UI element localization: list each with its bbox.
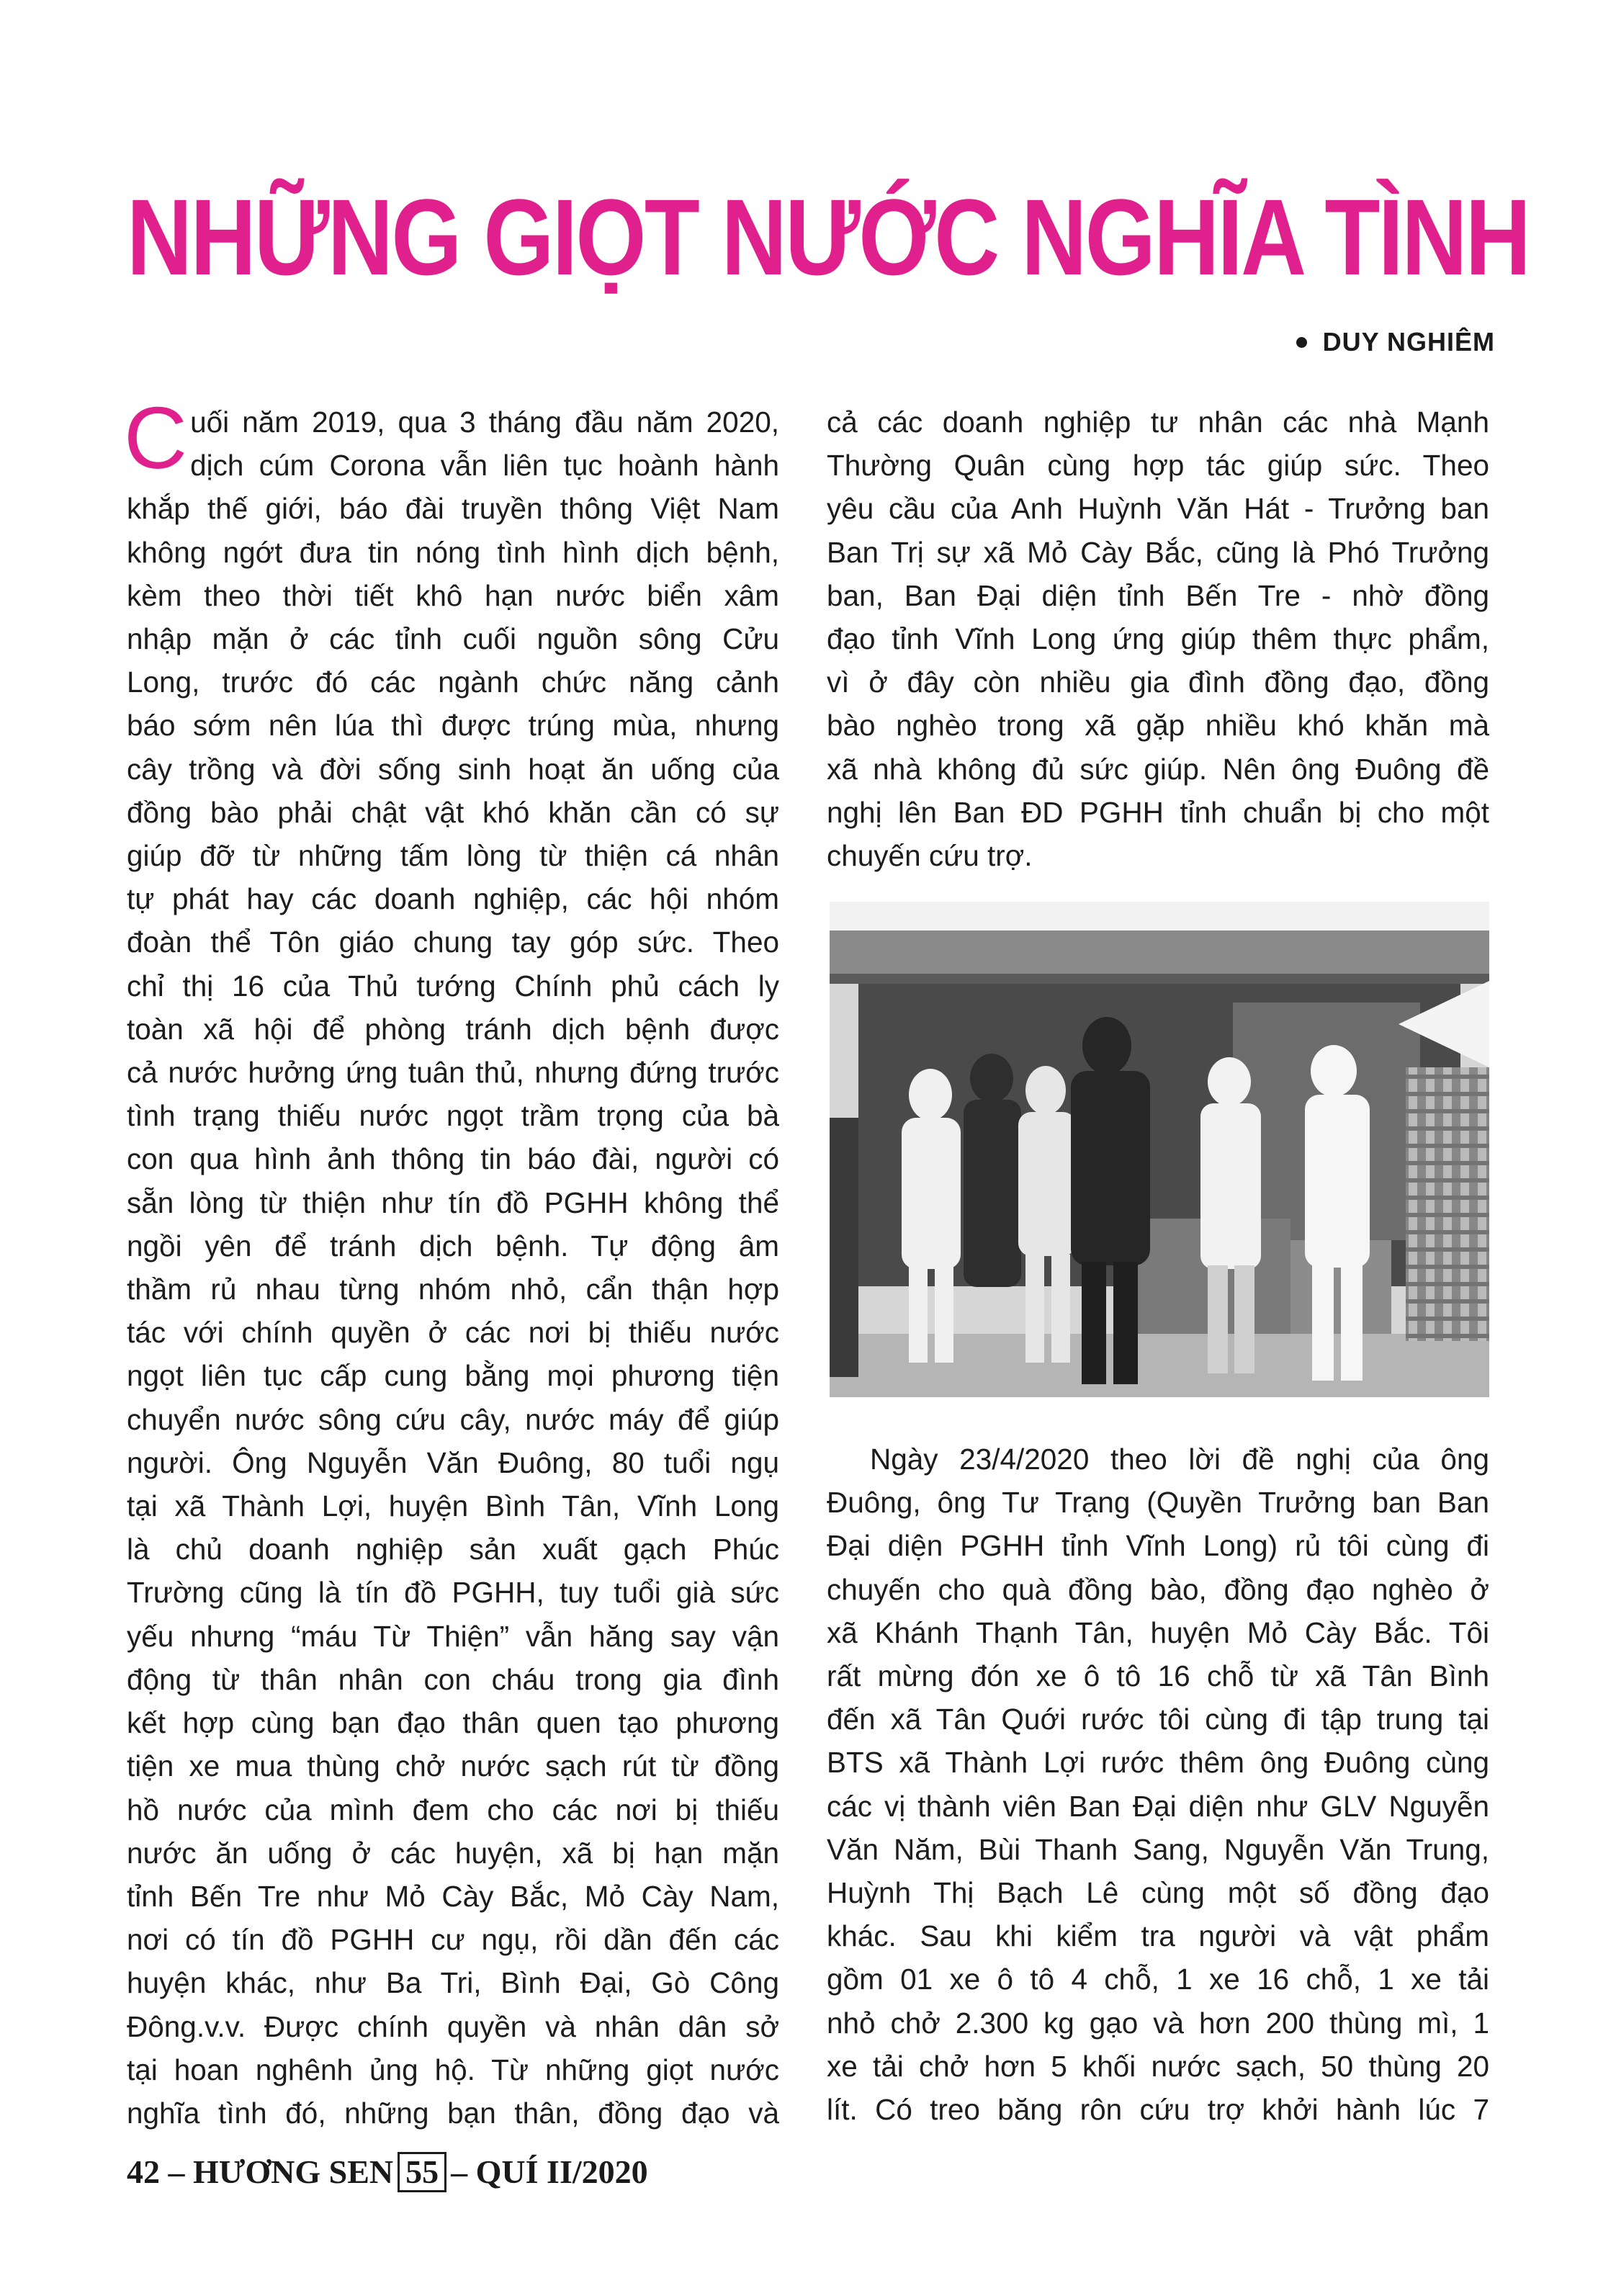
text-line: Đại diện PGHH tỉnh Vĩnh Long) rủ tôi cùng đi <box>827 1529 1489 1563</box>
text-line: rất mừng đón xe ô tô 16 chỗ từ xã Tân Bình <box>827 1659 1489 1693</box>
text-line: xã Khánh Thạnh Tân, huyện Mỏ Cày Bắc. Tôi <box>827 1615 1489 1649</box>
photo-illustration <box>830 902 1489 1397</box>
text-line: giúp đỡ từ những tấm lòng từ thiện cá nhân <box>127 839 779 873</box>
page-number: 42 <box>127 2153 160 2190</box>
text-line: nghị lên Ban ĐD PGHH tỉnh chuẩn bị cho một <box>827 795 1489 829</box>
text-line: động từ thân nhân con cháu trong gia đình <box>127 1662 779 1696</box>
text-line: đạo tỉnh Vĩnh Long ứng giúp thêm thực phẩm, <box>827 622 1489 656</box>
text-line: chuyển nước sông cứu cây, nước máy để giúp <box>127 1402 779 1436</box>
text-line: kèm theo thời tiết khô hạn nước biển xâm <box>127 578 779 612</box>
text-line: nhỏ chở 2.300 kg gạo và hơn 200 thùng mì, 1 <box>827 2006 1489 2040</box>
text-line: bào nghèo trong xã gặp nhiều khó khăn mà <box>827 709 1489 743</box>
bullet-icon <box>1296 337 1307 348</box>
left-column-text <box>127 400 779 2135</box>
text-line: ngồi yên để tránh dịch bệnh. Tự động âm <box>127 1229 779 1263</box>
text-line: cây trồng và đời sống sinh hoạt ăn uống của <box>127 752 779 786</box>
text-line: cả các doanh nghiệp tư nhân các nhà Mạnh <box>827 405 1489 439</box>
dropcap: C <box>124 389 188 487</box>
footer-dash: – <box>168 2153 185 2190</box>
text-line: huyện khác, như Ba Tri, Bình Đại, Gò Công <box>127 1966 779 2000</box>
text-line: đoàn thể Tôn giáo chung tay góp sức. Theo <box>127 925 779 959</box>
text-line: thầm rủ nhau từng nhóm nhỏ, cẩn thận hợp <box>127 1273 779 1306</box>
text-line: Ban Trị sự xã Mỏ Cày Bắc, cũng là Phó Trưởng <box>827 535 1489 569</box>
text-line: nơi có tín đồ PGHH cư ngụ, rồi dần đến các <box>127 1923 779 1957</box>
text-line: Trường cũng là tín đồ PGHH, tuy tuổi già sức <box>127 1576 779 1610</box>
text-line: hồ nước của mình đem cho các nơi bị thiếu <box>127 1793 779 1826</box>
page-footer <box>127 2151 648 2194</box>
text-line: yêu cầu của Anh Huỳnh Văn Hát - Trưởng ban <box>827 492 1489 526</box>
author-name: DUY NGHIÊM <box>1322 327 1495 356</box>
text-line: tác với chính quyền ở các nơi bị thiếu nước <box>127 1316 779 1350</box>
byline <box>1296 324 1495 360</box>
text-line: sẵn lòng từ thiện như tín đồ PGHH không thể <box>127 1185 779 1219</box>
text-line: xe tải chở hơn 5 khối nước sạch, 50 thùng 20 <box>827 2049 1489 2083</box>
text-line: nghĩa tình đó, những bạn thân, đồng đạo và <box>127 2096 779 2130</box>
text-line: ban, Ban Đại diện tỉnh Bến Tre - nhờ đồng <box>827 578 1489 612</box>
text-line: tại hoan nghênh ủng hộ. Từ những giọt nước <box>127 2053 779 2086</box>
right-column-top-text <box>827 400 1489 877</box>
text-line: khác. Sau khi kiểm tra người và vật phẩm <box>827 1919 1489 1953</box>
text-line: không ngớt đưa tin nóng tình hình dịch bệnh, <box>127 535 779 569</box>
text-line: chuyến cho quà đồng bào, đồng đạo nghèo ở <box>827 1572 1489 1606</box>
text-line: người. Ông Nguyễn Văn Đuông, 80 tuổi ngụ <box>127 1445 779 1479</box>
text-line: Đuông, ông Tư Trạng (Quyền Trưởng ban Ban <box>827 1486 1489 1520</box>
text-line: yếu nhưng “máu Từ Thiện” vẫn hăng say vận <box>127 1619 779 1653</box>
text-line: nước ăn uống ở các huyện, xã bị hạn mặn <box>127 1836 779 1870</box>
left-column <box>124 389 779 2135</box>
text-line: cả nước hưởng ứng tuân thủ, nhưng đứng trước <box>127 1056 779 1090</box>
issue-number: 55 <box>398 2152 446 2192</box>
magazine-name: HƯƠNG SEN <box>193 2153 394 2190</box>
right-column-top <box>827 400 1489 877</box>
text-line: uối năm 2019, qua 3 tháng đầu năm 2020, <box>190 405 779 439</box>
text-line: là chủ doanh nghiệp sản xuất gạch Phúc <box>127 1533 779 1566</box>
text-line: tại xã Thành Lợi, huyện Bình Tân, Vĩnh Long <box>127 1489 779 1523</box>
text-line: Thường Quân cùng hợp tác giúp sức. Theo <box>827 449 1489 483</box>
text-line: chuyến cứu trợ. <box>827 839 1033 873</box>
text-line: toàn xã hội để phòng tránh dịch bệnh được <box>127 1012 779 1046</box>
article-title: NHỮNG GIỌT NƯỚC NGHĨA TÌNH <box>127 176 1530 297</box>
footer-dash: – <box>451 2153 468 2190</box>
text-line: đồng bào phải chật vật khó khăn cần có sự <box>127 795 779 829</box>
text-line: nhập mặn ở các tỉnh cuối nguồn sông Cửu <box>127 622 779 656</box>
text-line: Long, trước đó các ngành chức năng cảnh <box>127 665 779 699</box>
text-line: ngọt liên tục cấp cung bằng mọi phương tiện <box>127 1359 779 1393</box>
issue-quarter: QUÍ II/2020 <box>475 2153 648 2190</box>
text-line: Đông.v.v. Được chính quyền và nhân dân sở <box>127 2009 779 2043</box>
text-line: các vị thành viên Ban Đại diện như GLV Nguyễn <box>827 1789 1489 1823</box>
text-line: BTS xã Thành Lợi rước thêm ông Đuông cùng <box>827 1746 1489 1780</box>
text-line: tỉnh Bến Tre như Mỏ Cày Bắc, Mỏ Cày Nam, <box>127 1879 779 1913</box>
text-line: lít. Có treo băng rôn cứu trợ khởi hành lúc 7 <box>827 2093 1489 2127</box>
article-photo <box>830 902 1489 1397</box>
text-line: vì ở đây còn nhiều gia đình đồng đạo, đồng <box>827 665 1489 699</box>
text-line: Huỳnh Thị Bạch Lê cùng một số đồng đạo <box>827 1876 1489 1910</box>
text-line: tự phát hay các doanh nghiệp, các hội nhóm <box>127 882 779 916</box>
text-line: gồm 01 xe ô tô 4 chỗ, 1 xe 16 chỗ, 1 xe tải <box>827 1963 1489 1996</box>
text-line: Ngày 23/4/2020 theo lời đề nghị của ông <box>870 1443 1489 1476</box>
text-line: đến xã Tân Quới rước tôi cùng đi tập trung tại <box>827 1703 1489 1736</box>
right-column-bottom-text <box>827 1438 1489 2131</box>
text-line: dịch cúm Corona vẫn liên tục hoành hành <box>190 449 779 483</box>
text-line: tình trạng thiếu nước ngọt trầm trọng của bà <box>127 1099 779 1133</box>
text-line: tiện xe mua thùng chở nước sạch rút từ đồng <box>127 1749 779 1783</box>
text-line: chỉ thị 16 của Thủ tướng Chính phủ cách ly <box>127 969 779 1003</box>
text-line: báo sớm nên lúa thì được trúng mùa, nhưng <box>127 709 779 743</box>
right-column-bottom <box>827 1438 1489 2131</box>
text-line: Văn Năm, Bùi Thanh Sang, Nguyễn Văn Trung, <box>827 1832 1489 1866</box>
text-line: con qua hình ảnh thông tin báo đài, người có <box>127 1142 779 1176</box>
text-line: khắp thế giới, báo đài truyền thông Việt Nam <box>127 492 779 526</box>
text-line: kết hợp cùng bạn đạo thân quen tạo phương <box>127 1706 779 1740</box>
text-line: xã nhà không đủ sức giúp. Nên ông Đuông đề <box>827 752 1489 786</box>
